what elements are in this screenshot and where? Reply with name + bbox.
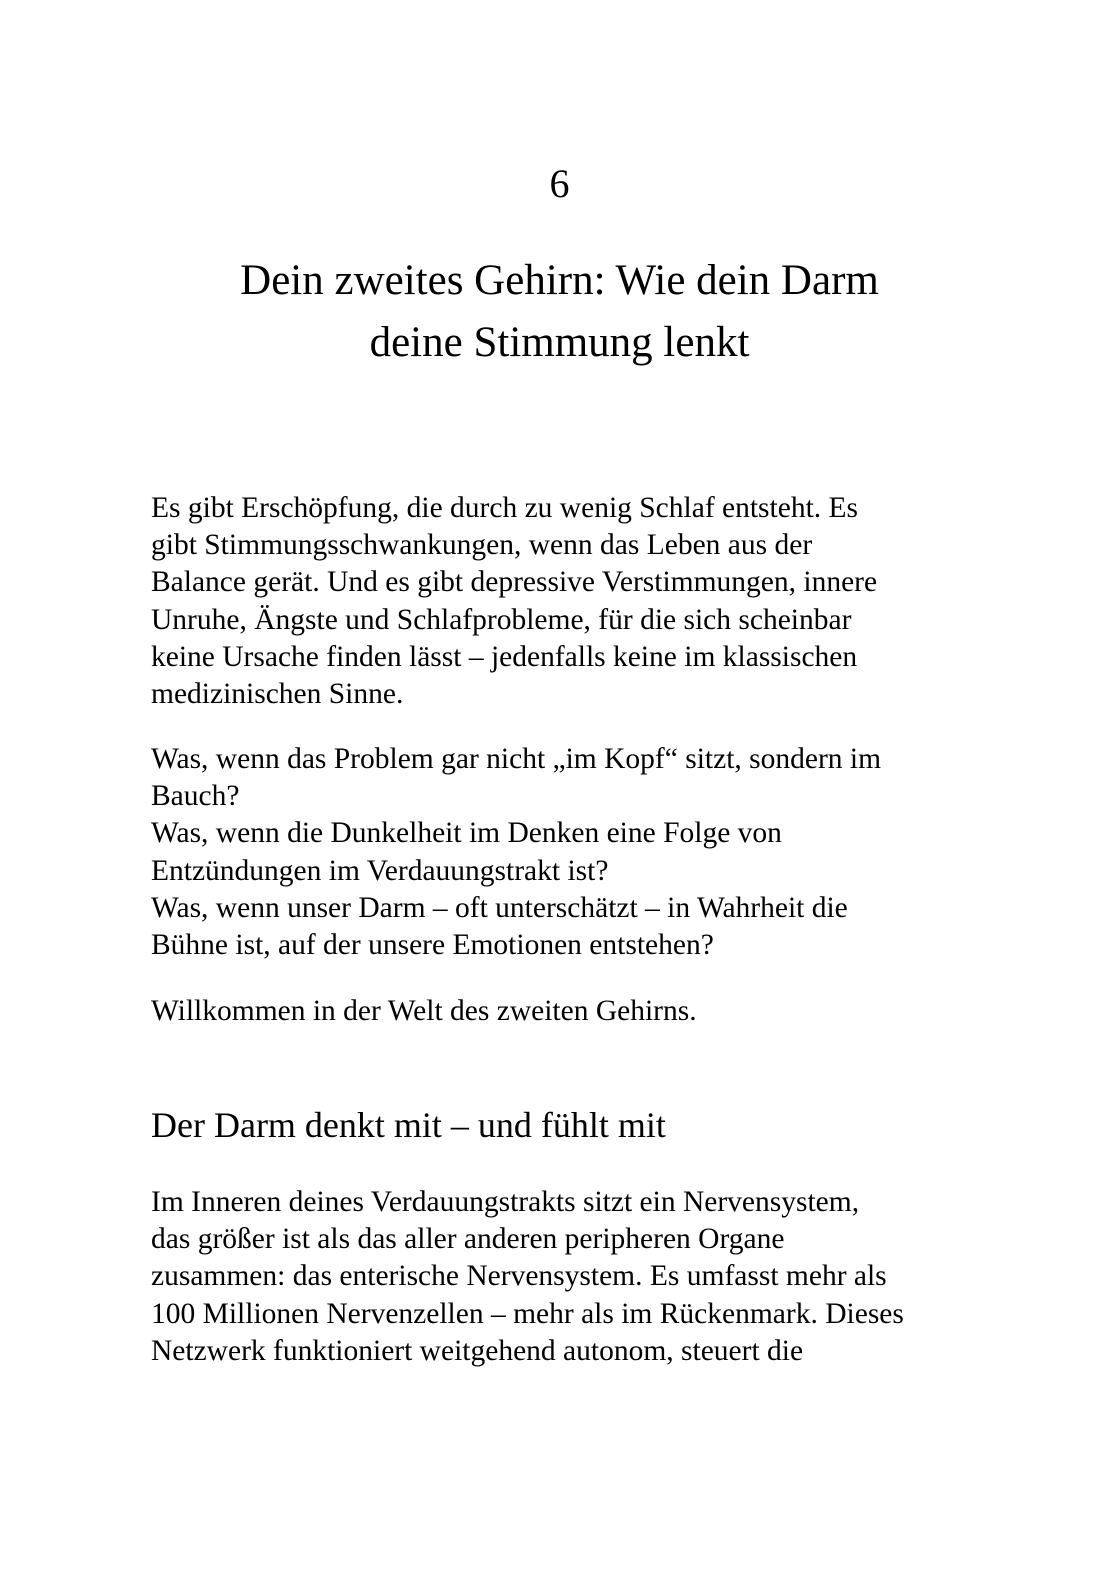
text-line: Im Inneren deines Verdauungstrakts sitzt ein Nervensystem, xyxy=(151,1186,860,1218)
section-paragraph xyxy=(151,1184,991,1370)
text-line: das größer ist als das aller anderen peripheren Organe xyxy=(151,1223,785,1256)
welcome-paragraph xyxy=(151,993,991,1030)
text-line: Bühne ist, auf der unsere Emotionen entstehen? xyxy=(151,929,714,962)
text-line: Willkommen in der Welt des zweiten Gehirns. xyxy=(151,995,697,1027)
intro-paragraph xyxy=(151,490,991,713)
section-heading: Der Darm denkt mit – und fühlt mit xyxy=(151,1105,666,1145)
chapter-title xyxy=(150,250,969,374)
text-line: Was, wenn die Dunkelheit im Denken eine Folge von xyxy=(151,817,782,850)
text-line: Bauch? xyxy=(151,780,240,813)
text-line: Was, wenn unser Darm – oft unterschätzt – in Wahrheit die xyxy=(151,891,848,924)
text-line: Balance gerät. Und es gibt depressive Verstimmungen, innere xyxy=(151,566,878,599)
text-line: 100 Millionen Nervenzellen – mehr als im Rückenmark. Dieses xyxy=(151,1297,904,1330)
text-line: medizinischen Sinne. xyxy=(151,678,404,711)
text-line: Unruhe, Ängste und Schlafprobleme, für die sich scheinbar xyxy=(151,603,852,636)
text-line: Was, wenn das Problem gar nicht „im Kopf“ sitzt, sondern im xyxy=(151,743,882,775)
text-line: Entzündungen im Verdauungstrakt ist? xyxy=(151,854,609,887)
text-line: keine Ursache finden lässt – jedenfalls keine im klassischen xyxy=(151,640,858,673)
text-line: zusammen: das enterische Nervensystem. Es umfasst mehr als xyxy=(151,1260,887,1293)
questions-paragraph xyxy=(151,741,991,964)
chapter-number: 6 xyxy=(549,161,570,206)
text-line: gibt Stimmungsschwankungen, wenn das Leben aus der xyxy=(151,529,813,562)
chapter-title-line: Dein zweites Gehirn: Wie dein Darm xyxy=(240,257,879,304)
text-line: Es gibt Erschöpfung, die durch zu wenig Schlaf entsteht. Es xyxy=(151,492,859,524)
text-line: Netzwerk funktioniert weitgehend autonom, steuert die xyxy=(151,1334,804,1367)
chapter-title-line: deine Stimmung lenkt xyxy=(369,319,750,366)
